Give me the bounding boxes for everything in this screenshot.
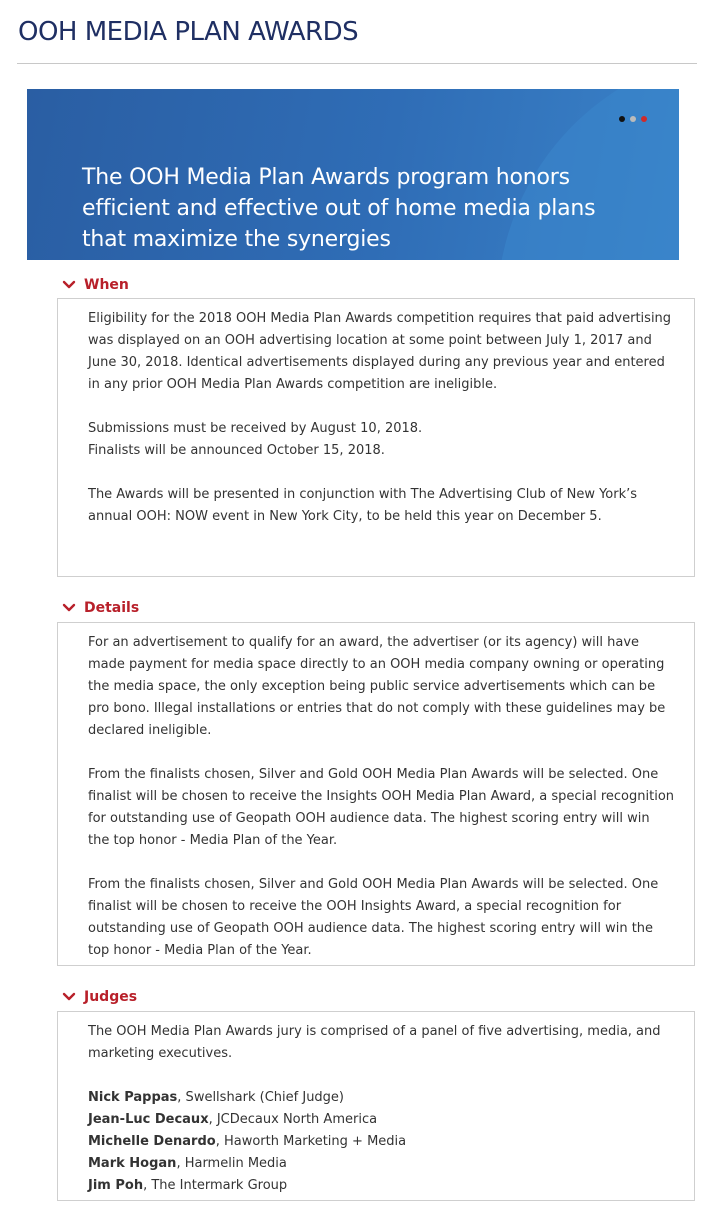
- judge-item: [88, 1131, 674, 1153]
- judge-item: [88, 1153, 674, 1175]
- judge-affiliation: , The Intermark Group: [143, 1178, 288, 1193]
- paragraph: The Awards will be presented in conjunction with The Advertising Club of New York’s annual OOH: NOW event in New York City, to be held this year on December 5.: [88, 487, 638, 524]
- judge-item: [88, 1175, 674, 1197]
- paragraph: For an advertisement to qualify for an award, the advertiser (or its agency) will have made payment for media space directly to an OOH media company owning or operating the media space, the only exception being public service advertisements which can be pro bono. Illegal installations or entries that do not comply with these guidelines may be declared ineligible.: [88, 635, 666, 738]
- section-header-judges[interactable]: [62, 987, 137, 1007]
- page-title: OOH MEDIA PLAN AWARDS: [18, 17, 359, 47]
- judge-affiliation: , JCDecaux North America: [208, 1112, 378, 1127]
- banner-text: The OOH Media Plan Awards program honors efficient and effective out of home media plans that maximize the synergies: [82, 165, 596, 252]
- section-title: When: [84, 277, 129, 293]
- judge-name: Nick Pappas: [88, 1090, 178, 1105]
- judge-name: Mark Hogan: [88, 1156, 177, 1171]
- judge-affiliation: , Swellshark (Chief Judge): [177, 1090, 345, 1105]
- judge-affiliation: , Haworth Marketing + Media: [215, 1134, 407, 1149]
- hero-banner[interactable]: [27, 89, 679, 260]
- carousel-dot-3[interactable]: [641, 116, 647, 122]
- judges-list: [88, 1087, 674, 1197]
- section-title: Judges: [84, 989, 138, 1005]
- jury-intro: The OOH Media Plan Awards jury is comprised of a panel of five advertising, media, and marketing executives.: [88, 1024, 661, 1061]
- submission-deadline: Submissions must be received by August 10, 2018.: [88, 421, 423, 436]
- judge-name: Michelle Denardo: [88, 1134, 216, 1149]
- judge-name: Jim Poh: [88, 1178, 144, 1193]
- carousel-dots: [619, 116, 647, 122]
- section-title: Details: [84, 600, 140, 616]
- paragraph: From the finalists chosen, Silver and Gold OOH Media Plan Awards will be selected. One finalist will be chosen to receive the OOH Insights Award, a special recognition for outstanding use of Geopath OOH audience data. The highest scoring entry will win the top honor - Media Plan of the Year.: [88, 877, 659, 958]
- section-header-when[interactable]: [62, 275, 129, 295]
- carousel-dot-2[interactable]: [630, 116, 636, 122]
- judge-item: [88, 1087, 674, 1109]
- section-panel-judges: [57, 1011, 695, 1201]
- paragraph: From the finalists chosen, Silver and Gold OOH Media Plan Awards will be selected. One finalist will be chosen to receive the Insights OOH Media Plan Award, a special recognition for outstanding use of Geopath OOH audience data. The highest scoring entry will win the top honor - Media Plan of the Year.: [88, 767, 675, 848]
- paragraph: [88, 418, 674, 462]
- section-panel-when: [57, 298, 695, 577]
- judge-affiliation: , Harmelin Media: [176, 1156, 287, 1171]
- chevron-down-icon: [62, 280, 76, 290]
- judge-name: Jean-Luc Decaux: [88, 1112, 209, 1127]
- finalists-announcement: Finalists will be announced October 15, 2018.: [88, 443, 385, 458]
- title-divider: [17, 63, 697, 64]
- paragraph: Eligibility for the 2018 OOH Media Plan Awards competition requires that paid advertising was displayed on an OOH advertising location at some point between July 1, 2017 and June 30, 2018. Identical advertisements displayed during any previous year and entered in any prior OOH Media Plan Awards competition are ineligible.: [88, 311, 672, 392]
- judge-item: [88, 1109, 674, 1131]
- carousel-dot-1[interactable]: [619, 116, 625, 122]
- chevron-down-icon: [62, 992, 76, 1002]
- section-header-details[interactable]: [62, 598, 139, 618]
- section-panel-details: [57, 622, 695, 966]
- chevron-down-icon: [62, 603, 76, 613]
